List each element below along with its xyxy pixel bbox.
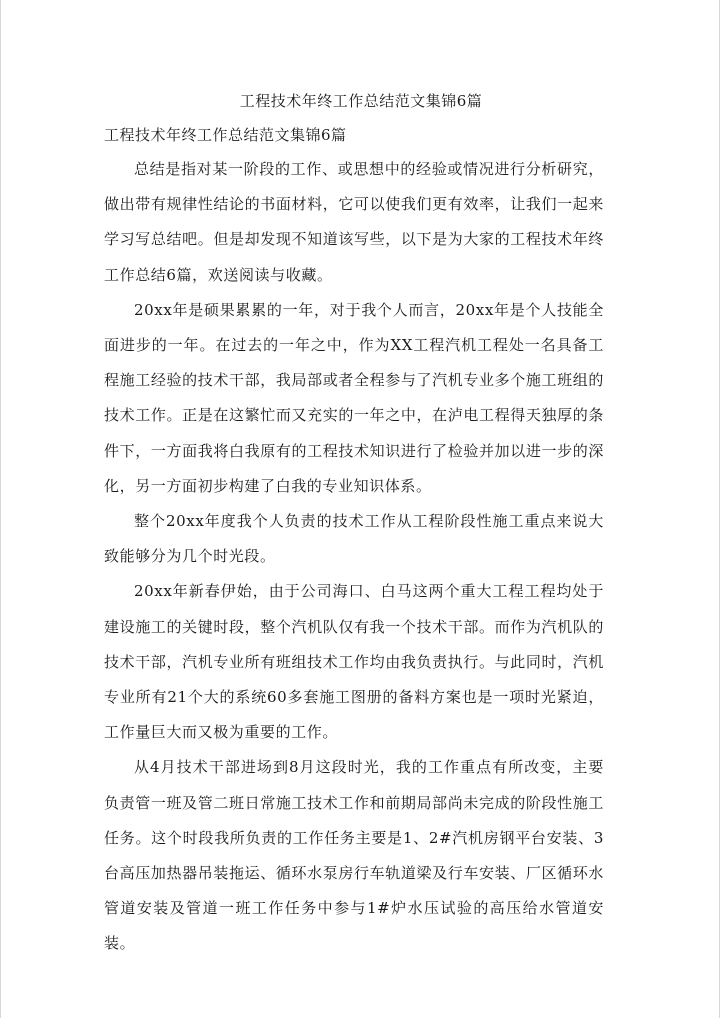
paragraph-april-august: 从4月技术干部进场到8月这段时光，我的工作重点有所改变，主要负责管一班及管二班日常施工技术工作和前期局部尚未完成的阶段性施工任务。这个时段我所负责的工作任务主要是1、2#汽机房钢平台安装、3台高压加热器吊装拖运、循环水泵房行车轨道梁及行车安装、厂区循环水管道安装及管道一班工作任务中参与1#炉水压试验的高压给水管道安装。	[104, 758, 604, 953]
document-title: 工程技术年终工作总结范文集锦6篇	[239, 92, 483, 110]
paragraph-intro: 总结是指对某一阶段的工作、或思想中的经验或情况进行分析研究，做出带有规律性结论的书面材料，它可以使我们更有效率，让我们一起来学习写总结吧。但是却发现不知道该写些，以下是为大家的工程技术年终工作总结6篇，欢送阅读与收藏。	[104, 160, 604, 284]
paragraph-time-periods: 整个20xx年度我个人负责的技术工作从工程阶段性施工重点来说大致能够分为几个时光段。	[104, 512, 604, 566]
document-subtitle: 工程技术年终工作总结范文集锦6篇	[104, 126, 347, 144]
paragraph-year-review: 20xx年是硕果累累的一年，对于我个人而言，20xx年是个人技能全面进步的一年。在过去的一年之中，作为XX工程汽机工程处一名具备工程施工经验的技术干部，我局部或者全程参与了汽机专业多个施工班组的技术工作。正是在这繁忙而又充实的一年之中，在泸电工程得天独厚的条件下，一方面我将白我原有的工程技术知识进行了检验并加以进一步的深化，另一方面初步构建了白我的专业知识体系。	[104, 300, 604, 495]
document-body	[104, 152, 604, 962]
paragraph-new-year: 20xx年新春伊始，由于公司海口、白马这两个重大工程工程均处于建设施工的关键时段，整个汽机队仅有我一个技术干部。而作为汽机队的技术干部，汽机专业所有班组技术工作均由我负责执行。与此同时，汽机专业所有21个大的系统60多套施工图册的备料方案也是一项时光紧迫，工作量巨大而又极为重要的工作。	[104, 582, 604, 742]
